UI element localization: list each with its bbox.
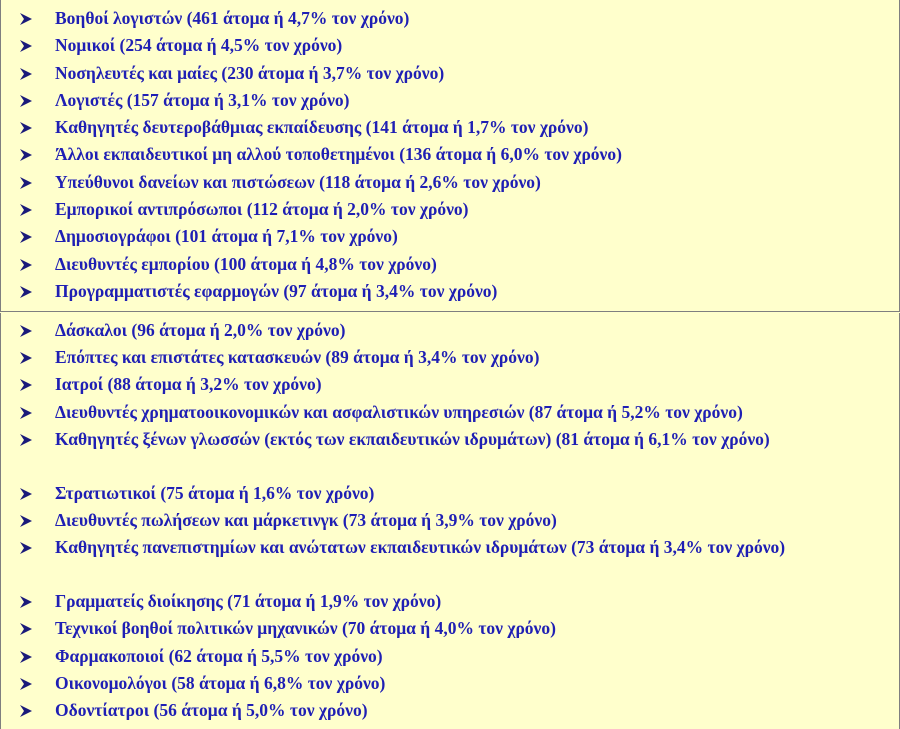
arrowhead-bullet-icon [19,258,33,272]
arrowhead-bullet-icon [19,324,33,338]
list-item: Στρατιωτικοί (75 άτομα ή 1,6% τον χρόνο) [1,481,899,508]
list-item: Οικονομολόγοι (58 άτομα ή 6,8% τον χρόνο) [1,671,899,698]
list-item: Γραμματείς διοίκησης (71 άτομα ή 1,9% τον χρόνο) [1,589,899,616]
arrowhead-bullet-icon [19,12,33,26]
arrowhead-bullet-icon [19,67,33,81]
occupations-panel-bottom [0,313,900,729]
list-item: Επόπτες και επιστάτες κατασκευών (89 άτομα ή 3,4% τον χρόνο) [1,345,899,372]
list-item: Ιατροί (88 άτομα ή 3,2% τον χρόνο) [1,372,899,399]
list-item: Διευθυντές χρηματοοικονομικών και ασφαλιστικών υπηρεσιών (87 άτομα ή 5,2% τον χρόνο) [1,400,899,427]
arrowhead-bullet-icon [19,94,33,108]
arrowhead-bullet-icon [19,704,33,718]
list-item: Δάσκαλοι (96 άτομα ή 2,0% τον χρόνο) [1,318,899,345]
arrowhead-bullet-icon [19,121,33,135]
occupations-list-top [1,6,899,306]
arrowhead-bullet-icon [19,148,33,162]
list-item: Τεχνικοί βοηθοί πολιτικών μηχανικών (70 άτομα ή 4,0% τον χρόνο) [1,616,899,643]
arrowhead-bullet-icon [19,595,33,609]
list-item: Προγραμματιστές εφαρμογών (97 άτομα ή 3,4% τον χρόνο) [1,279,899,306]
list-item: Διευθυντές πωλήσεων και μάρκετινγκ (73 άτομα ή 3,9% τον χρόνο) [1,508,899,535]
arrowhead-bullet-icon [19,677,33,691]
arrowhead-bullet-icon [19,650,33,664]
list-item: Διευθυντές εμπορίου (100 άτομα ή 4,8% τον χρόνο) [1,252,899,279]
list-item: Νομικοί (254 άτομα ή 4,5% τον χρόνο) [1,33,899,60]
list-item: Άλλοι εκπαιδευτικοί μη αλλού τοποθετημένοι (136 άτομα ή 6,0% τον χρόνο) [1,142,899,169]
occupations-panel-top [0,0,900,312]
arrowhead-bullet-icon [19,351,33,365]
arrowhead-bullet-icon [19,541,33,555]
list-item: Νοσηλευτές και μαίες (230 άτομα ή 3,7% τον χρόνο) [1,61,899,88]
list-item: Καθηγητές ξένων γλωσσών (εκτός των εκπαιδευτικών ιδρυμάτων) (81 άτομα ή 6,1% τον χρόνο) [1,427,899,481]
arrowhead-bullet-icon [19,622,33,636]
list-item: Υπεύθυνοι δανείων και πιστώσεων (118 άτομα ή 2,6% τον χρόνο) [1,170,899,197]
list-item: Εμπορικοί αντιπρόσωποι (112 άτομα ή 2,0% τον χρόνο) [1,197,899,224]
arrowhead-bullet-icon [19,406,33,420]
arrowhead-bullet-icon [19,378,33,392]
list-item: Δημοσιογράφοι (101 άτομα ή 7,1% τον χρόνο) [1,224,899,251]
arrowhead-bullet-icon [19,230,33,244]
arrowhead-bullet-icon [19,433,33,447]
list-item: Οδοντίατροι (56 άτομα ή 5,0% τον χρόνο) [1,698,899,725]
list-item: Καθηγητές δευτεροβάθμιας εκπαίδευσης (141 άτομα ή 1,7% τον χρόνο) [1,115,899,142]
list-item: Λογιστές (157 άτομα ή 3,1% τον χρόνο) [1,88,899,115]
arrowhead-bullet-icon [19,285,33,299]
arrowhead-bullet-icon [19,487,33,501]
list-item: Βοηθοί λογιστών (461 άτομα ή 4,7% τον χρόνο) [1,6,899,33]
list-item: Καθηγητές πανεπιστημίων και ανώτατων εκπαιδευτικών ιδρυμάτων (73 άτομα ή 3,4% τον χρόνο) [1,535,899,589]
arrowhead-bullet-icon [19,203,33,217]
list-item: Φαρμακοποιοί (62 άτομα ή 5,5% τον χρόνο) [1,644,899,671]
arrowhead-bullet-icon [19,39,33,53]
arrowhead-bullet-icon [19,176,33,190]
arrowhead-bullet-icon [19,514,33,528]
occupations-list-bottom [1,318,899,725]
